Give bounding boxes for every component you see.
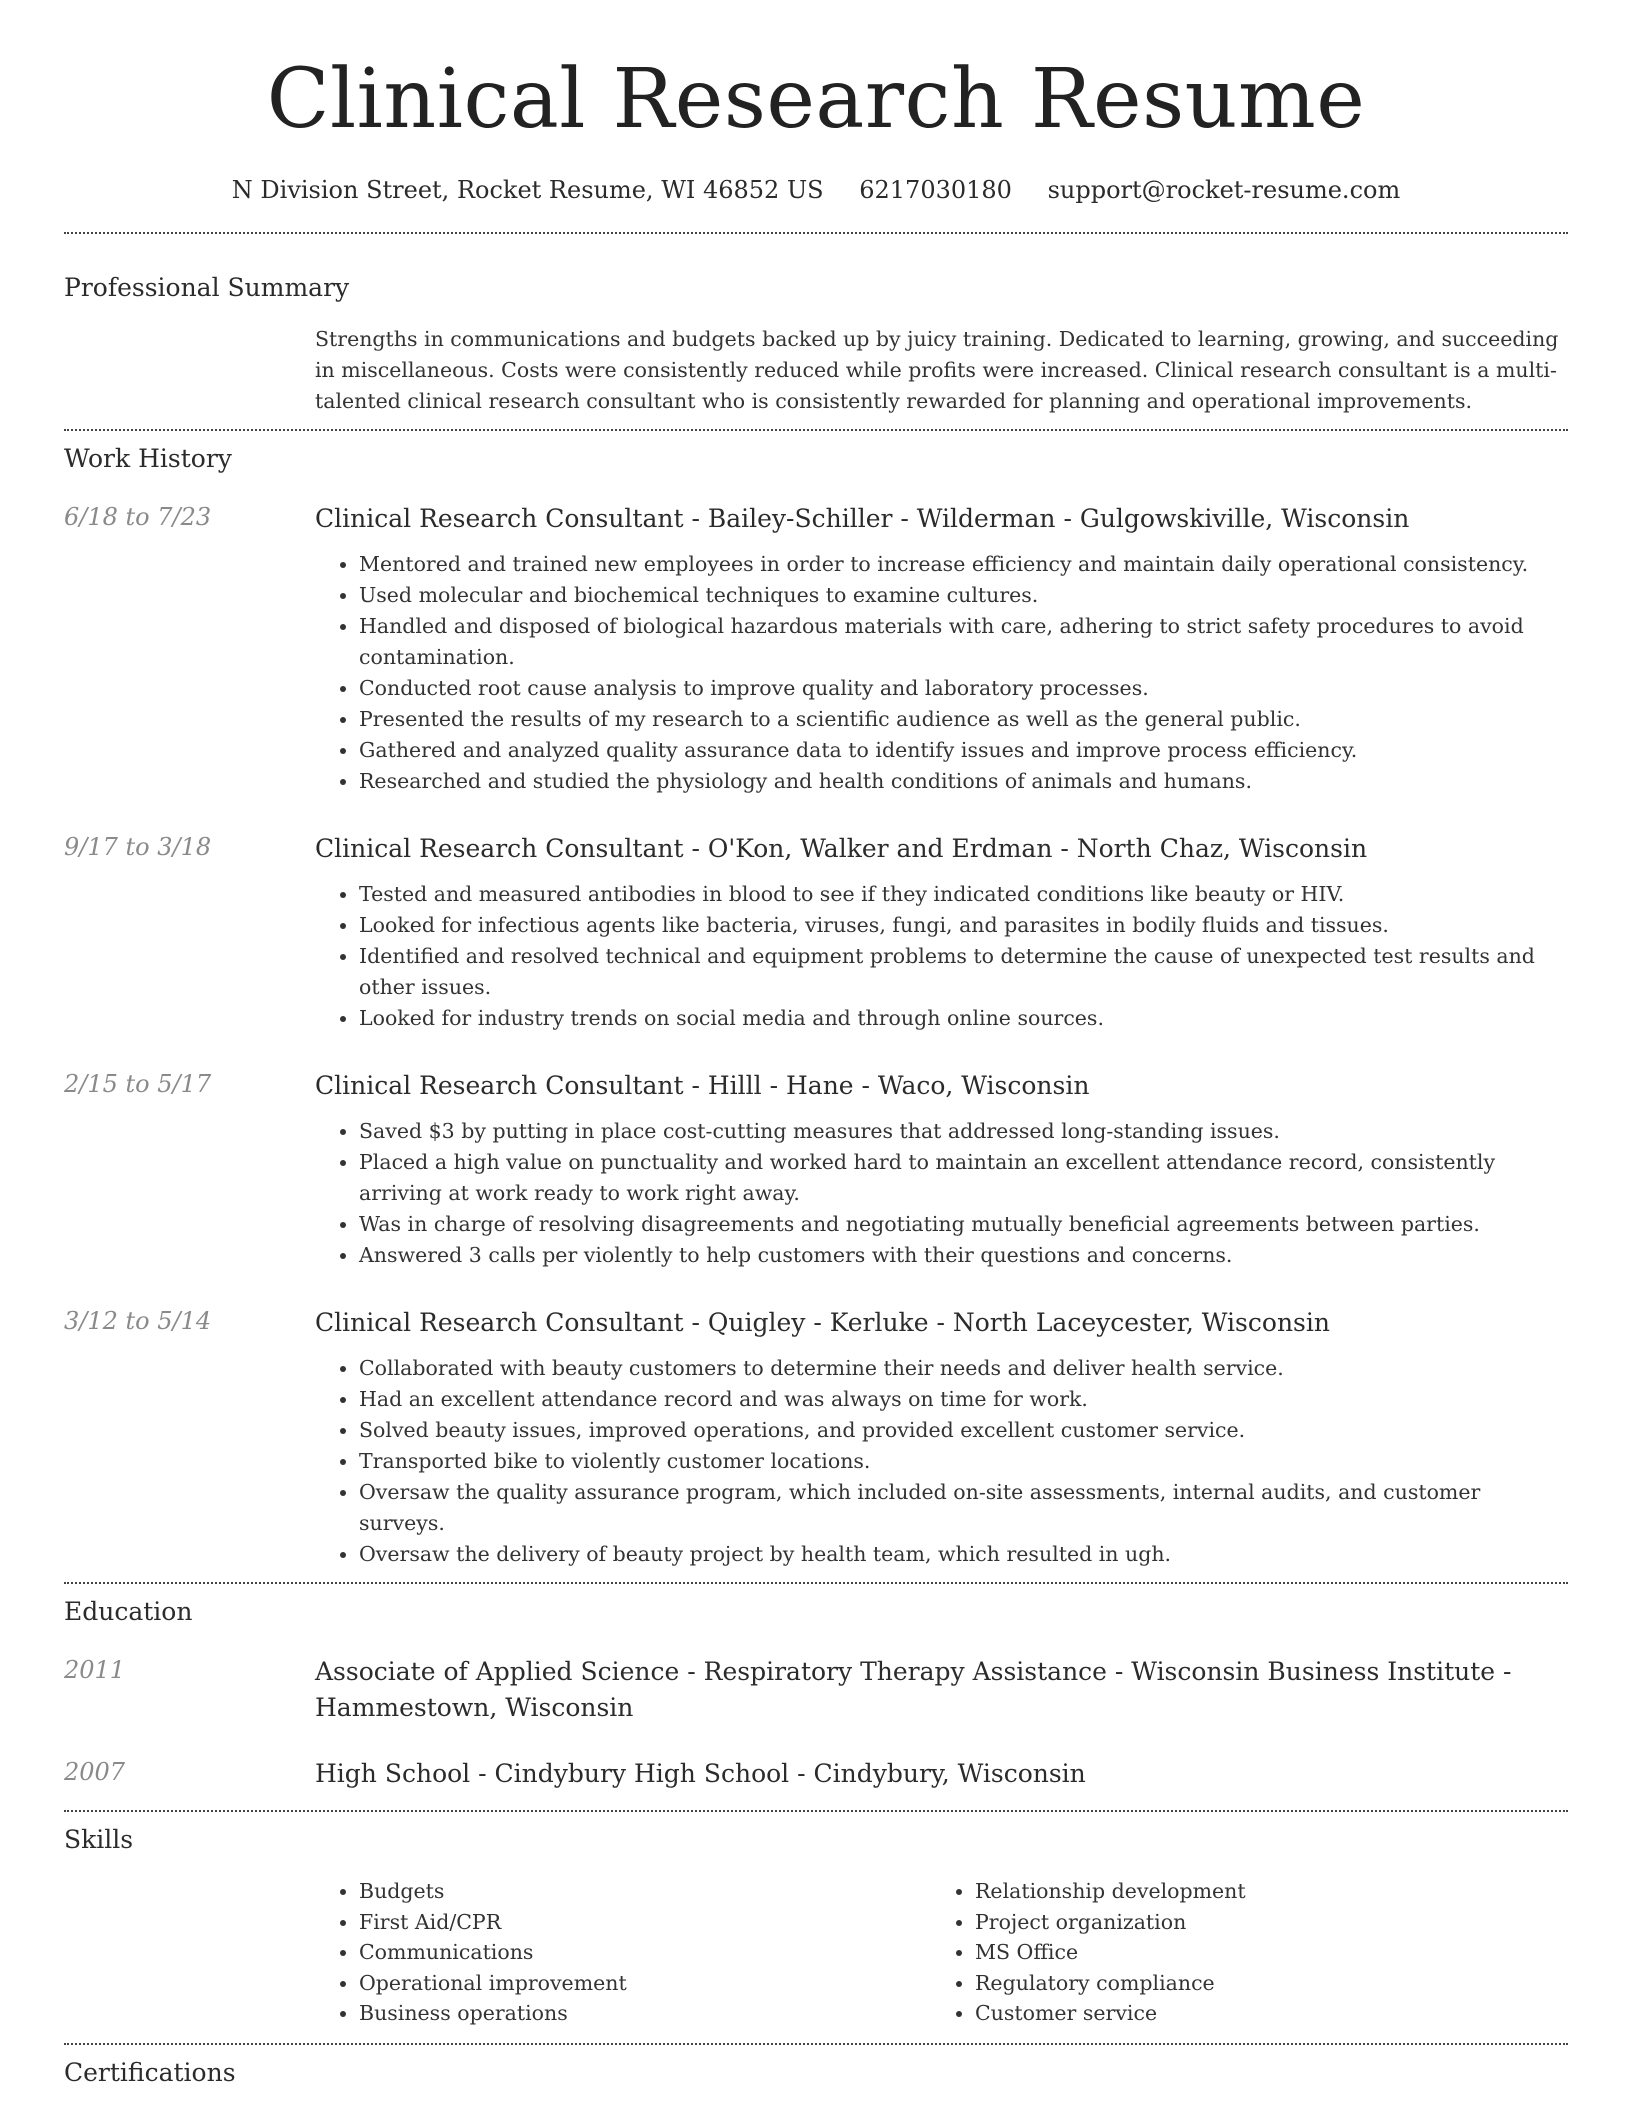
job-dates: 2/15 to 5/17: [64, 1070, 212, 1098]
job-entry: [64, 501, 1568, 797]
list-item: • Regulatory compliance: [975, 1968, 1547, 1999]
education-heading: High School - Cindybury High School - Cindybury, Wisconsin: [315, 1759, 1086, 1788]
job-bullets: [315, 879, 1568, 1034]
work-history-section-title: Work History: [64, 444, 232, 473]
summary-section: [64, 234, 1568, 417]
certifications-section-title: Certifications: [64, 2057, 236, 2087]
resume-title: Clinical Research Resume: [266, 52, 1366, 147]
job-heading: Clinical Research Consultant - Hilll - Hane - Waco, Wisconsin: [315, 1071, 1090, 1100]
contact-line: [64, 174, 1568, 206]
contact-email: support@rocket-resume.com: [1047, 176, 1401, 204]
skills-section-title: Skills: [64, 1825, 134, 1854]
job-heading: Clinical Research Consultant - Quigley - Kerluke - North Laceycester, Wisconsin: [315, 1308, 1330, 1337]
skills-grid: [315, 1876, 1568, 2029]
education-section-title: Education: [64, 1597, 193, 1626]
contact-address: N Division Street, Rocket Resume, WI 46852 US: [231, 176, 824, 204]
list-item: • Oversaw the delivery of beauty project by health team, which resulted in ugh.: [359, 1539, 1568, 1570]
list-item: • Looked for infectious agents like bacteria, viruses, fungi, and parasites in bodily fluids and tissues.: [359, 910, 1568, 941]
list-item: • Used molecular and biochemical techniques to examine cultures.: [359, 580, 1568, 611]
list-item: • Business operations: [359, 1998, 931, 2029]
education-year: 2011: [64, 1656, 126, 1684]
list-item: • Project organization: [975, 1907, 1547, 1938]
list-item: • Handled and disposed of biological hazardous materials with care, adhering to strict safety procedures to avoid contamination.: [359, 611, 1568, 673]
list-item: • Gathered and analyzed quality assurance data to identify issues and improve process efficiency.: [359, 735, 1568, 766]
list-item: • Solved beauty issues, improved operations, and provided excellent customer service.: [359, 1415, 1568, 1446]
skills-list-left: [315, 1876, 931, 2029]
list-item: • Looked for industry trends on social media and through online sources.: [359, 1003, 1568, 1034]
job-dates: 9/17 to 3/18: [64, 833, 212, 861]
job-dates: 6/18 to 7/23: [64, 503, 212, 531]
education-heading: Associate of Applied Science - Respiratory Therapy Assistance - Wisconsin Business Institute - Hammestown, Wisconsin: [315, 1657, 1512, 1722]
list-item: • Mentored and trained new employees in order to increase efficiency and maintain daily operational consistency.: [359, 549, 1568, 580]
list-item: • Saved $3 by putting in place cost-cutting measures that addressed long-standing issues.: [359, 1116, 1568, 1147]
education-section: [64, 1584, 1568, 1792]
list-item: • First Aid/CPR: [359, 1907, 931, 1938]
job-bullets: [315, 1353, 1568, 1570]
list-item: • Conducted root cause analysis to improve quality and laboratory processes.: [359, 673, 1568, 704]
summary-text: Strengths in communications and budgets backed up by juicy training. Dedicated to learning, growing, and succeeding in miscellaneous. Costs were consistently reduced while profits were increased. Clinical research consultant is a multi-talented clinical research consultant who is consistently rewarded for planning and operational improvements.: [315, 327, 1559, 413]
skills-section: [64, 1812, 1568, 2029]
list-item: • Had an excellent attendance record and was always on time for work.: [359, 1384, 1568, 1415]
skills-list-right: [931, 1876, 1547, 2029]
list-item: • Customer service: [975, 1998, 1547, 2029]
list-item: • Presented the results of my research to a scientific audience as well as the general public.: [359, 704, 1568, 735]
list-item: • Researched and studied the physiology and health conditions of animals and humans.: [359, 766, 1568, 797]
list-item: • Relationship development: [975, 1876, 1547, 1907]
list-item: • Budgets: [359, 1876, 931, 1907]
list-item: • Collaborated with beauty customers to determine their needs and deliver health service.: [359, 1353, 1568, 1384]
work-history-section: [64, 431, 1568, 1570]
list-item: • Identified and resolved technical and equipment problems to determine the cause of unexpected test results and other issues.: [359, 941, 1568, 1003]
job-entry: [64, 1068, 1568, 1271]
job-heading: Clinical Research Consultant - Bailey-Schiller - Wilderman - Gulgowskiville, Wisconsin: [315, 504, 1410, 533]
list-item: • Operational improvement: [359, 1968, 931, 1999]
summary-section-title: Professional Summary: [64, 273, 350, 302]
list-item: • MS Office: [975, 1937, 1547, 1968]
list-item: • Placed a high value on punctuality and worked hard to maintain an excellent attendance record, consistently arriving at work ready to work right away.: [359, 1147, 1568, 1209]
list-item: • Was in charge of resolving disagreements and negotiating mutually beneficial agreements between parties.: [359, 1209, 1568, 1240]
job-dates: 3/12 to 5/14: [64, 1307, 212, 1335]
job-bullets: [315, 549, 1568, 797]
education-year: 2007: [64, 1758, 126, 1786]
list-item: • Answered 3 calls per violently to help customers with their questions and concerns.: [359, 1240, 1568, 1271]
certifications-section: [64, 2045, 1568, 2089]
list-item: • Transported bike to violently customer locations.: [359, 1446, 1568, 1477]
education-entry: [64, 1756, 1568, 1792]
list-item: • Tested and measured antibodies in blood to see if they indicated conditions like beauty or HIV.: [359, 879, 1568, 910]
education-entry: [64, 1654, 1568, 1726]
list-item: • Communications: [359, 1937, 931, 1968]
contact-phone: 6217030180: [859, 176, 1012, 204]
job-heading: Clinical Research Consultant - O'Kon, Walker and Erdman - North Chaz, Wisconsin: [315, 834, 1368, 863]
job-entry: [64, 831, 1568, 1034]
job-entry: [64, 1305, 1568, 1570]
job-bullets: [315, 1116, 1568, 1271]
list-item: • Oversaw the quality assurance program, which included on-site assessments, internal audits, and customer surveys.: [359, 1477, 1568, 1539]
